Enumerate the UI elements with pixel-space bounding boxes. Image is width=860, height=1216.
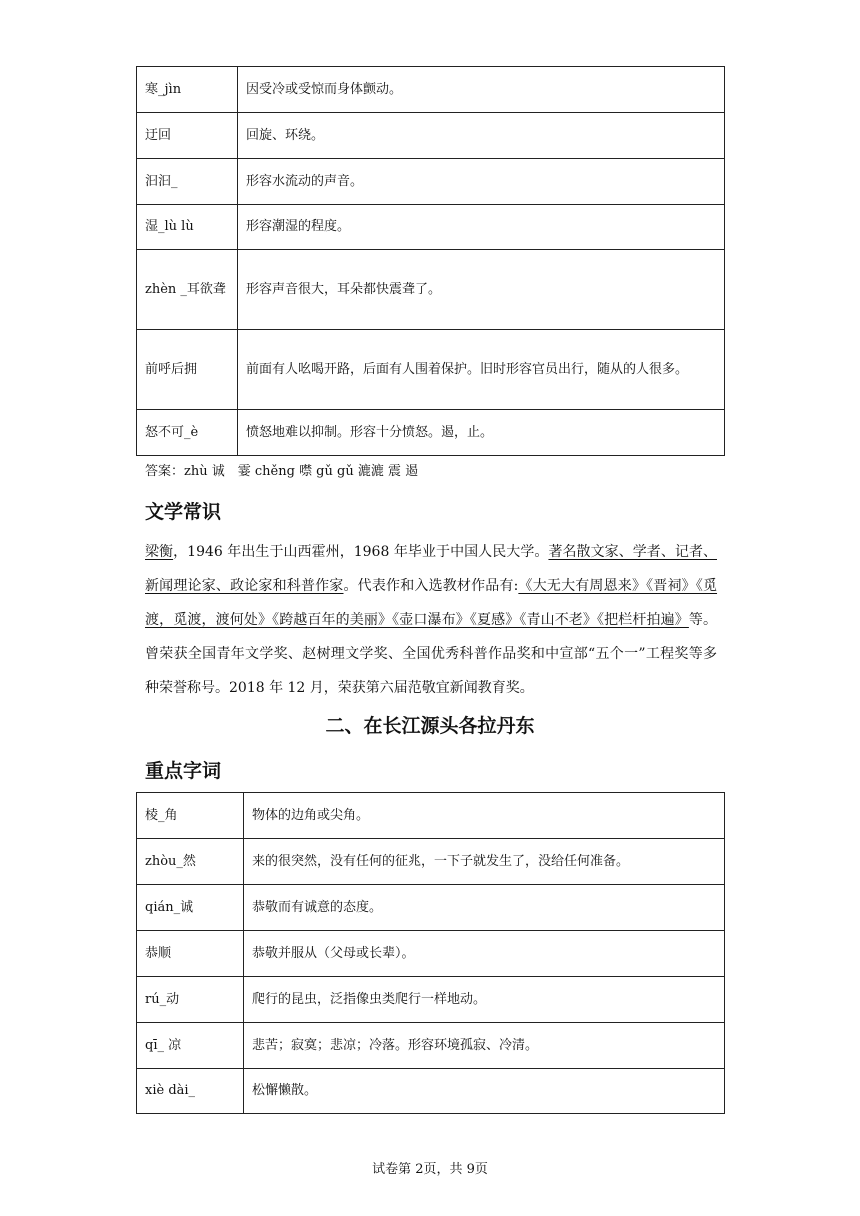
term-cell: rú_动 [137,977,244,1023]
table-row [137,113,725,159]
term-cell: 前呼后拥 [137,330,238,410]
term-cell: 迂回 [137,113,238,159]
term-cell: zhèn _耳欲聋 [137,250,238,330]
section-title: 二、在长江源头各拉丹东 [325,715,535,737]
term-cell: qián_诚 [137,885,244,931]
key-words-heading: 重点字词 [145,760,222,782]
works-intro: 。代表作和入选教材作品有: [343,578,519,594]
table-row [137,330,725,410]
vocab-table-2 [136,792,725,1114]
answer-line: 答案：zhù 诚 霎 chěng 噤 gǔ gǔ 漉漉 震 遏 [145,464,419,479]
author-name: 梁衡 [145,544,174,560]
term-cell: qī_ 凉 [137,1023,244,1069]
meaning-cell: 恭敬而有诚意的态度。 [244,885,725,931]
term-cell: xiè dài_ [137,1069,244,1114]
meaning-cell: 前面有人吆喝开路，后面有人围着保护。旧时形容官员出行，随从的人很多。 [238,330,725,410]
page-footer: 试卷第 2页，共 9页 [372,1162,488,1177]
awards-text: 等。曾荣获全国青年文学奖、赵树理文学奖、全国优秀科普作品奖和中宣部“五个一”工程奖等多种荣誉称号。2018 年 12 月，荣获第六届范敬宜新闻教育奖。 [145,612,718,696]
author-bio: ，1946 年出生于山西霍州，1968 年毕业于中国人民大学。 [173,544,549,560]
term-cell: 汩汩_ [137,159,238,205]
term-cell: zhòu_然 [137,839,244,885]
literature-paragraph [145,535,717,705]
term-cell: 棱_角 [137,793,244,839]
table-row [137,410,725,456]
table-row [137,159,725,205]
table-row [137,977,725,1023]
term-cell: 恭顺 [137,931,244,977]
table-row [137,205,725,250]
table-row [137,793,725,839]
meaning-cell: 形容水流动的声音。 [238,159,725,205]
meaning-cell: 形容潮湿的程度。 [238,205,725,250]
table-row [137,1023,725,1069]
meaning-cell: 爬行的昆虫，泛指像虫类爬行一样地动。 [244,977,725,1023]
meaning-cell: 物体的边角或尖角。 [244,793,725,839]
literature-heading: 文学常识 [145,501,222,523]
meaning-cell: 因受冷或受惊而身体颤动。 [238,67,725,113]
meaning-cell: 愤怒地难以抑制。形容十分愤怒。遏，止。 [238,410,725,456]
table-row [137,885,725,931]
vocab-table-1 [136,66,725,456]
meaning-cell: 恭敬并服从（父母或长辈）。 [244,931,725,977]
term-cell: 怒不可_è [137,410,238,456]
meaning-cell: 松懈懒散。 [244,1069,725,1114]
table-row [137,67,725,113]
meaning-cell: 形容声音很大，耳朵都快震聋了。 [238,250,725,330]
table-row [137,931,725,977]
table-row [137,1069,725,1114]
table-row [137,250,725,330]
meaning-cell: 悲苦；寂寞；悲凉；冷落。形容环境孤寂、冷清。 [244,1023,725,1069]
term-cell: 寒_jìn [137,67,238,113]
table-row [137,839,725,885]
meaning-cell: 来的很突然，没有任何的征兆，一下子就发生了，没给任何准备。 [244,839,725,885]
works-list: 《大无大有周恩来》《晋祠》《觅渡，觅渡，渡何处》《跨越百年的美丽》《壶口瀑布》《夏感》《青山不老》《把栏杆拍遍》 [145,578,718,628]
meaning-cell: 回旋、环绕。 [238,113,725,159]
term-cell: 湿_lù lù [137,205,238,250]
author-identity: 著名散文家、学者、记者、新闻理论家、政论家和科普作家 [145,544,717,594]
